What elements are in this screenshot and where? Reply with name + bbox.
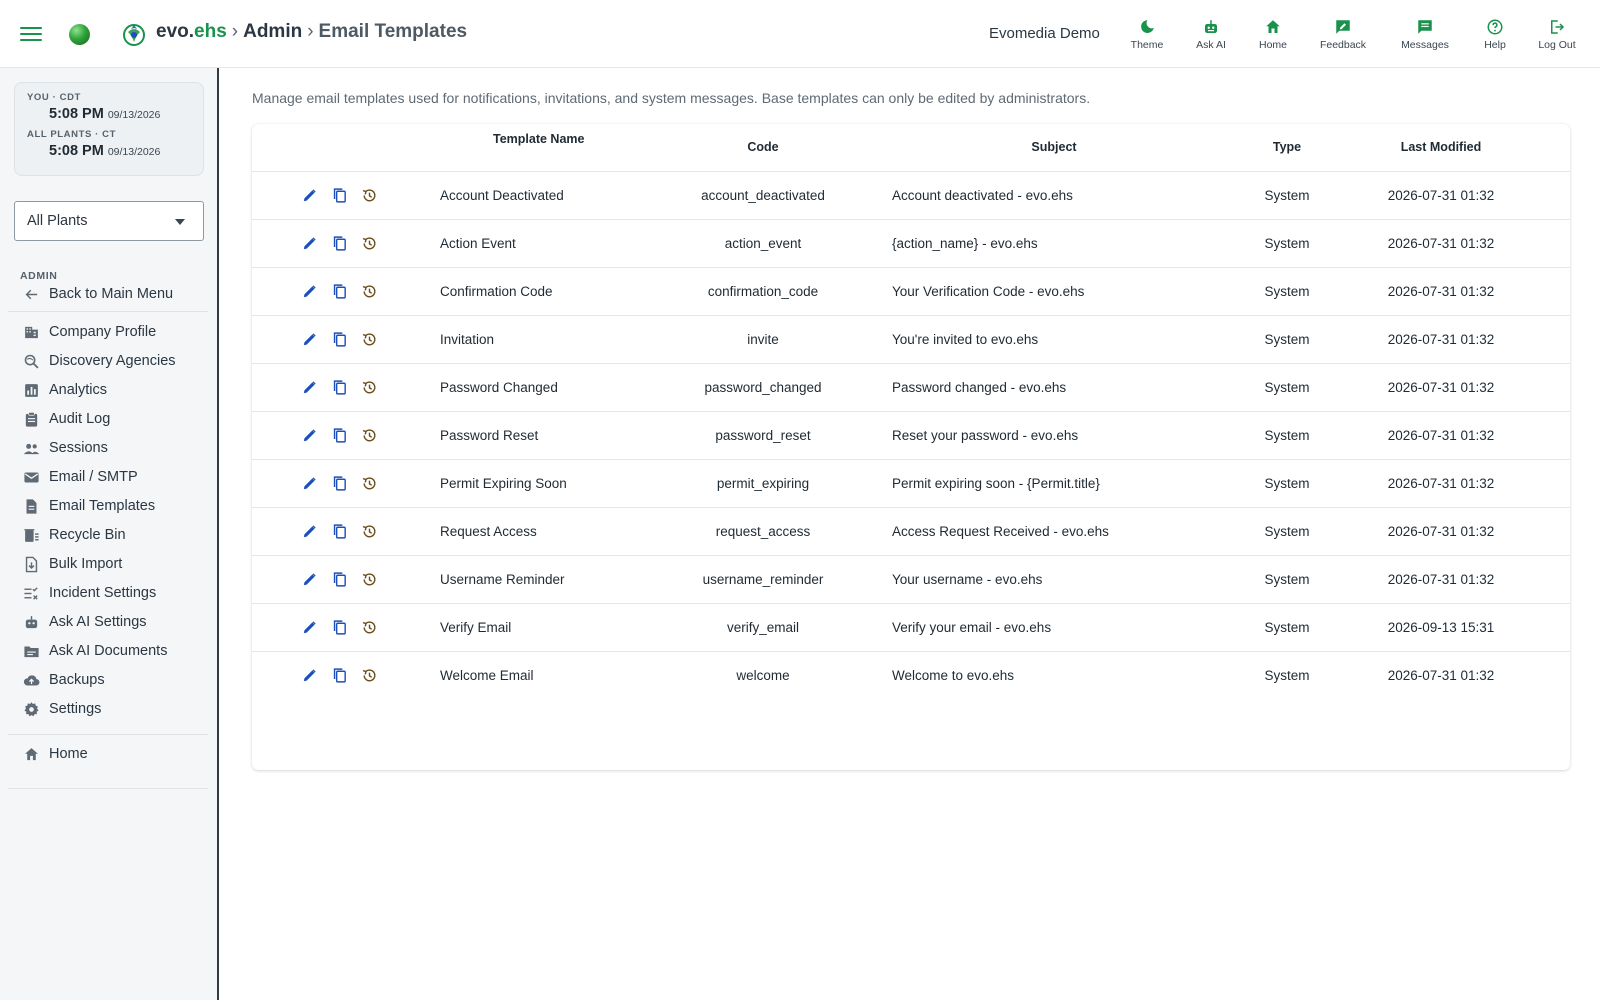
edit-icon bbox=[301, 235, 318, 252]
code-cell: username_reminder bbox=[702, 572, 824, 587]
last-modified-cell: 2026-07-31 01:32 bbox=[1387, 284, 1495, 299]
search-globe-icon bbox=[23, 353, 40, 370]
evo-logo-icon bbox=[121, 20, 147, 48]
code-cell: request_access bbox=[715, 524, 811, 539]
last-modified-cell: 2026-07-31 01:32 bbox=[1387, 380, 1495, 395]
sidebar-item-email-smtp[interactable]: Email / SMTP bbox=[23, 465, 138, 489]
duplicate-button[interactable] bbox=[330, 186, 348, 204]
duplicate-button[interactable] bbox=[330, 330, 348, 348]
last-modified-cell: 2026-07-31 01:32 bbox=[1387, 188, 1495, 203]
page-description: Manage email templates used for notifications, invitations, and system messages. Base templates can only be edited by administrators. bbox=[252, 90, 1091, 106]
history-button[interactable] bbox=[360, 282, 378, 300]
template-name-cell[interactable]: Confirmation Code bbox=[440, 284, 553, 299]
home-button[interactable]: Home bbox=[1241, 18, 1305, 51]
last-modified-cell: 2026-07-31 01:32 bbox=[1387, 572, 1495, 587]
copy-icon bbox=[331, 379, 348, 396]
your-time: 5:08 PM bbox=[49, 106, 104, 122]
code-cell: password_changed bbox=[704, 380, 822, 395]
template-name-cell[interactable]: Welcome Email bbox=[440, 668, 534, 683]
type-cell: System bbox=[1264, 524, 1310, 539]
gear-icon bbox=[23, 701, 40, 718]
plant-select-value: All Plants bbox=[27, 213, 88, 229]
last-modified-cell: 2026-07-31 01:32 bbox=[1387, 668, 1495, 683]
last-modified-cell: 2026-07-31 01:32 bbox=[1387, 476, 1495, 491]
duplicate-button[interactable] bbox=[330, 378, 348, 396]
feedback-icon bbox=[1334, 18, 1352, 36]
folder-icon bbox=[23, 643, 40, 660]
sidebar-item-email-templates[interactable]: Email Templates bbox=[23, 494, 155, 518]
copy-icon bbox=[331, 619, 348, 636]
history-button[interactable] bbox=[360, 426, 378, 444]
type-cell: System bbox=[1264, 572, 1310, 587]
history-button[interactable] bbox=[360, 474, 378, 492]
subject-cell: Access Request Received - evo.ehs bbox=[892, 524, 1109, 539]
sidebar-item-settings[interactable]: Settings bbox=[23, 697, 101, 721]
code-cell: invite bbox=[747, 332, 779, 347]
column-code[interactable]: Code bbox=[747, 140, 779, 154]
people-icon bbox=[23, 440, 40, 457]
sidebar-item-ask-ai-documents[interactable]: Ask AI Documents bbox=[23, 639, 167, 663]
plant-select[interactable] bbox=[14, 201, 204, 241]
history-button[interactable] bbox=[360, 522, 378, 540]
sidebar-item-discovery-agencies[interactable]: Discovery Agencies bbox=[23, 349, 176, 373]
import-icon bbox=[23, 556, 40, 573]
type-cell: System bbox=[1264, 236, 1310, 251]
copy-icon bbox=[331, 523, 348, 540]
history-button[interactable] bbox=[360, 186, 378, 204]
last-modified-cell: 2026-07-31 01:32 bbox=[1387, 428, 1495, 443]
logout-icon bbox=[1548, 18, 1566, 36]
message-icon bbox=[1416, 18, 1434, 36]
type-cell: System bbox=[1264, 332, 1310, 347]
sidebar-item-sessions[interactable]: Sessions bbox=[23, 436, 108, 460]
copy-icon bbox=[331, 235, 348, 252]
edit-icon bbox=[301, 667, 318, 684]
back-to-main-menu[interactable]: Back to Main Menu bbox=[23, 282, 173, 306]
edit-icon bbox=[301, 427, 318, 444]
edit-button[interactable] bbox=[300, 474, 318, 492]
cloud-upload-icon bbox=[23, 672, 40, 689]
breadcrumb bbox=[156, 21, 467, 43]
history-button[interactable] bbox=[360, 666, 378, 684]
home-icon bbox=[23, 746, 40, 763]
logout-button[interactable]: Log Out bbox=[1525, 18, 1589, 51]
template-name-cell[interactable]: Request Access bbox=[440, 524, 537, 539]
edit-icon bbox=[301, 619, 318, 636]
plants-timezone-label: ALL PLANTS · CT bbox=[27, 129, 117, 140]
history-icon bbox=[361, 571, 378, 588]
your-timezone-label: YOU · CDT bbox=[27, 92, 81, 103]
code-cell: action_event bbox=[724, 236, 802, 251]
subject-cell: Your username - evo.ehs bbox=[892, 572, 1043, 587]
history-icon bbox=[361, 523, 378, 540]
robot-icon bbox=[1202, 18, 1220, 36]
breadcrumb-admin-link[interactable]: Admin bbox=[243, 21, 303, 42]
table-row bbox=[252, 316, 1570, 364]
history-button[interactable] bbox=[360, 234, 378, 252]
copy-icon bbox=[331, 283, 348, 300]
history-icon bbox=[361, 427, 378, 444]
column-subject[interactable]: Subject bbox=[1031, 140, 1077, 154]
code-cell: permit_expiring bbox=[716, 476, 810, 491]
sidebar-item-home[interactable]: Home bbox=[23, 742, 88, 766]
edit-button[interactable] bbox=[300, 570, 318, 588]
edit-icon bbox=[301, 283, 318, 300]
your-date: 09/13/2026 bbox=[107, 109, 161, 121]
edit-button[interactable] bbox=[300, 618, 318, 636]
sidebar-item-analytics[interactable]: Analytics bbox=[23, 378, 107, 402]
copy-icon bbox=[331, 667, 348, 684]
duplicate-button[interactable] bbox=[330, 618, 348, 636]
building-icon bbox=[23, 324, 40, 341]
table-row bbox=[252, 556, 1570, 604]
clock-widget bbox=[14, 82, 204, 176]
top-bar bbox=[0, 0, 1600, 68]
template-name-cell[interactable]: Password Reset bbox=[440, 428, 539, 443]
column-last-modified[interactable]: Last Modified bbox=[1400, 140, 1482, 154]
sidebar-item-bulk-import[interactable]: Bulk Import bbox=[23, 552, 122, 576]
code-cell: account_deactivated bbox=[701, 188, 825, 203]
history-button[interactable] bbox=[360, 330, 378, 348]
table-header bbox=[252, 124, 1570, 172]
edit-button[interactable] bbox=[300, 666, 318, 684]
theme-button[interactable]: Theme bbox=[1115, 18, 1179, 51]
edit-icon bbox=[301, 331, 318, 348]
history-icon bbox=[361, 379, 378, 396]
plants-date: 09/13/2026 bbox=[107, 146, 161, 158]
subject-cell: Account deactivated - evo.ehs bbox=[892, 188, 1073, 203]
subject-cell: You're invited to evo.ehs bbox=[892, 332, 1039, 347]
type-cell: System bbox=[1264, 188, 1310, 203]
history-button[interactable] bbox=[360, 570, 378, 588]
chevron-down-icon bbox=[175, 219, 185, 225]
status-indicator-icon bbox=[69, 24, 90, 45]
template-name-cell[interactable]: Verify Email bbox=[440, 620, 512, 635]
help-button[interactable]: Help bbox=[1463, 18, 1527, 51]
history-icon bbox=[361, 331, 378, 348]
edit-icon bbox=[301, 571, 318, 588]
duplicate-button[interactable] bbox=[330, 570, 348, 588]
code-cell: verify_email bbox=[726, 620, 800, 635]
analytics-icon bbox=[23, 382, 40, 399]
history-icon bbox=[361, 667, 378, 684]
edit-button[interactable] bbox=[300, 282, 318, 300]
edit-button[interactable] bbox=[300, 330, 318, 348]
sidebar-item-incident-settings[interactable]: Incident Settings bbox=[23, 581, 156, 605]
history-icon bbox=[361, 475, 378, 492]
messages-button[interactable]: Messages bbox=[1393, 18, 1457, 51]
table-row bbox=[252, 652, 1570, 700]
last-modified-cell: 2026-07-31 01:32 bbox=[1387, 236, 1495, 251]
recycle-bin-icon bbox=[23, 527, 40, 544]
table-row bbox=[252, 508, 1570, 556]
type-cell: System bbox=[1264, 380, 1310, 395]
ask-ai-button[interactable]: Ask AI bbox=[1179, 18, 1243, 51]
duplicate-button[interactable] bbox=[330, 282, 348, 300]
table-row bbox=[252, 604, 1570, 652]
code-cell: welcome bbox=[736, 668, 790, 683]
mail-icon bbox=[23, 469, 40, 486]
edit-icon bbox=[301, 475, 318, 492]
breadcrumb-separator: › bbox=[307, 21, 314, 42]
duplicate-button[interactable] bbox=[330, 666, 348, 684]
sidebar-item-audit-log[interactable]: Audit Log bbox=[23, 407, 110, 431]
edit-icon bbox=[301, 379, 318, 396]
robot-icon bbox=[23, 614, 40, 631]
history-icon bbox=[361, 619, 378, 636]
copy-icon bbox=[331, 427, 348, 444]
copy-icon bbox=[331, 331, 348, 348]
type-cell: System bbox=[1264, 476, 1310, 491]
history-button[interactable] bbox=[360, 618, 378, 636]
sidebar-item-ask-ai-settings[interactable]: Ask AI Settings bbox=[23, 610, 147, 634]
edit-button[interactable] bbox=[300, 426, 318, 444]
template-name-cell[interactable]: Username Reminder bbox=[440, 572, 565, 587]
copy-icon bbox=[331, 475, 348, 492]
template-name-cell[interactable]: Permit Expiring Soon bbox=[440, 476, 567, 491]
main-content bbox=[221, 68, 1600, 1000]
document-icon bbox=[23, 498, 40, 515]
sidebar bbox=[0, 68, 219, 1000]
breadcrumb-separator: › bbox=[231, 21, 239, 42]
table-row bbox=[252, 268, 1570, 316]
type-cell: System bbox=[1264, 620, 1310, 635]
tenant-name[interactable]: Evomedia Demo bbox=[989, 25, 1100, 42]
sidebar-item-recycle-bin[interactable]: Recycle Bin bbox=[23, 523, 126, 547]
subject-cell: Welcome to evo.ehs bbox=[892, 668, 1015, 683]
edit-button[interactable] bbox=[300, 234, 318, 252]
help-icon bbox=[1486, 18, 1504, 36]
edit-button[interactable] bbox=[300, 186, 318, 204]
edit-icon bbox=[301, 523, 318, 540]
code-cell: password_reset bbox=[715, 428, 811, 443]
edit-button[interactable] bbox=[300, 378, 318, 396]
column-template-name[interactable]: Template Name bbox=[493, 132, 585, 146]
duplicate-button[interactable] bbox=[330, 522, 348, 540]
clipboard-icon bbox=[23, 411, 40, 428]
arrow-left-icon bbox=[23, 286, 40, 303]
page-title: Email Templates bbox=[318, 21, 468, 42]
template-name-cell[interactable]: Action Event bbox=[440, 236, 516, 251]
subject-cell: {action_name} - evo.ehs bbox=[892, 236, 1038, 251]
subject-cell: Your Verification Code - evo.ehs bbox=[892, 284, 1085, 299]
last-modified-cell: 2026-09-13 15:31 bbox=[1387, 620, 1495, 635]
list-check-icon bbox=[23, 585, 40, 602]
last-modified-cell: 2026-07-31 01:32 bbox=[1387, 524, 1495, 539]
column-type[interactable]: Type bbox=[1272, 140, 1302, 154]
table-row bbox=[252, 460, 1570, 508]
template-name-cell[interactable]: Account Deactivated bbox=[440, 188, 564, 203]
home-icon bbox=[1264, 18, 1282, 36]
subject-cell: Verify your email - evo.ehs bbox=[892, 620, 1052, 635]
duplicate-button[interactable] bbox=[330, 234, 348, 252]
duplicate-button[interactable] bbox=[330, 474, 348, 492]
subject-cell: Permit expiring soon - {Permit.title} bbox=[892, 476, 1100, 491]
history-button[interactable] bbox=[360, 378, 378, 396]
history-icon bbox=[361, 235, 378, 252]
type-cell: System bbox=[1264, 284, 1310, 299]
duplicate-button[interactable] bbox=[330, 426, 348, 444]
edit-button[interactable] bbox=[300, 522, 318, 540]
template-name-cell[interactable]: Password Changed bbox=[440, 380, 558, 395]
edit-icon bbox=[301, 187, 318, 204]
code-cell: confirmation_code bbox=[707, 284, 819, 299]
feedback-button[interactable]: Feedback bbox=[1311, 18, 1375, 51]
template-name-cell[interactable]: Invitation bbox=[440, 332, 495, 347]
table-row bbox=[252, 364, 1570, 412]
plants-time: 5:08 PM bbox=[49, 143, 104, 159]
type-cell: System bbox=[1264, 668, 1310, 683]
brand-logo-text[interactable]: evo.ehs bbox=[156, 21, 227, 42]
nav-section-label: ADMIN bbox=[20, 270, 58, 282]
history-icon bbox=[361, 283, 378, 300]
copy-icon bbox=[331, 571, 348, 588]
sidebar-item-company-profile[interactable]: Company Profile bbox=[23, 320, 156, 344]
hamburger-menu-icon[interactable] bbox=[20, 24, 42, 44]
subject-cell: Reset your password - evo.ehs bbox=[892, 428, 1079, 443]
table-row bbox=[252, 220, 1570, 268]
history-icon bbox=[361, 187, 378, 204]
table-row bbox=[252, 172, 1570, 220]
email-templates-table bbox=[252, 124, 1570, 770]
subject-cell: Password changed - evo.ehs bbox=[892, 380, 1067, 395]
table-row bbox=[252, 412, 1570, 460]
moon-icon bbox=[1138, 18, 1156, 36]
copy-icon bbox=[331, 187, 348, 204]
type-cell: System bbox=[1264, 428, 1310, 443]
sidebar-item-backups[interactable]: Backups bbox=[23, 668, 105, 692]
last-modified-cell: 2026-07-31 01:32 bbox=[1387, 332, 1495, 347]
